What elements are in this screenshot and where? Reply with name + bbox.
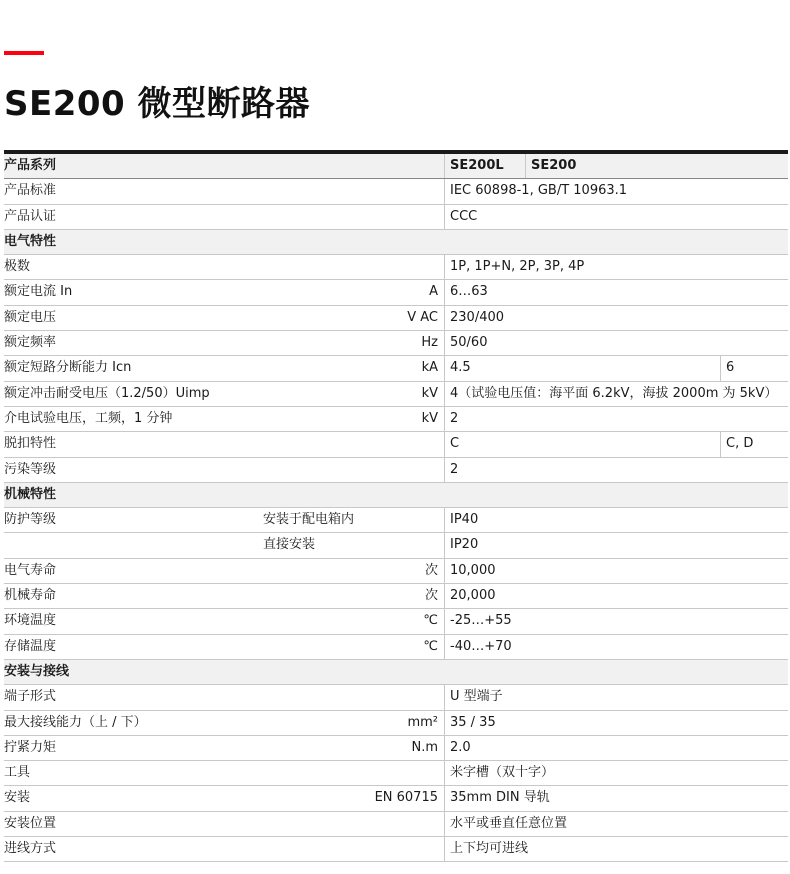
header-col-se200: SE200	[531, 158, 577, 173]
column-divider	[444, 685, 445, 709]
row-value: 4（试验电压值：海平面 6.2kV，海拔 2000m 为 5kV）	[450, 385, 778, 401]
row-unit: A	[429, 284, 438, 300]
row-value: 1P, 1P+N, 2P, 3P, 4P	[450, 259, 585, 275]
row-label: 额定电压	[4, 309, 57, 325]
column-divider	[444, 736, 445, 760]
column-divider	[444, 179, 445, 203]
row-value: IEC 60898-1, GB/T 10963.1	[450, 183, 628, 199]
header-label: 产品系列	[4, 158, 57, 173]
row-label: 电气寿命	[4, 562, 57, 578]
row-label: 污染等级	[4, 461, 57, 477]
table-row	[4, 356, 788, 381]
row-value: 2	[450, 410, 459, 426]
table-row	[4, 812, 788, 837]
row-label: 安装位置	[4, 815, 57, 831]
table-row	[4, 331, 788, 356]
row-value: 2	[450, 461, 459, 477]
column-divider	[444, 533, 445, 557]
row-label: 环境温度	[4, 613, 57, 629]
row-value-alt: 6	[726, 360, 735, 376]
table-row	[4, 711, 788, 736]
row-label: 进线方式	[4, 841, 57, 857]
row-label: 拧紧力矩	[4, 739, 57, 755]
table-row	[4, 306, 788, 331]
row-value: IP40	[450, 512, 479, 528]
column-divider	[444, 356, 445, 380]
column-divider	[444, 205, 445, 229]
row-unit: mm²	[407, 714, 438, 730]
header-col-se200l: SE200L	[450, 158, 504, 173]
row-label: 最大接线能力（上 / 下）	[4, 714, 147, 730]
column-divider	[720, 356, 721, 380]
row-value: 水平或垂直任意位置	[450, 815, 568, 831]
table-row	[4, 382, 788, 407]
table-row	[4, 584, 788, 609]
table-row	[4, 432, 788, 457]
table-row	[4, 508, 788, 533]
table-row	[4, 609, 788, 634]
column-divider	[444, 812, 445, 836]
column-divider	[444, 584, 445, 608]
column-divider	[444, 609, 445, 633]
column-divider	[444, 407, 445, 431]
section-title: 机械特性	[4, 486, 57, 502]
column-divider	[444, 761, 445, 785]
table-row	[4, 635, 788, 660]
table-row	[4, 533, 788, 558]
section-header-row	[4, 483, 788, 508]
table-row	[4, 786, 788, 811]
table-header-row	[4, 154, 788, 179]
row-unit: ℃	[423, 613, 438, 629]
row-label: 额定短路分断能力 Icn	[4, 360, 132, 376]
row-unit: 次	[424, 588, 438, 604]
row-sublabel: 安装于配电箱内	[263, 512, 355, 528]
row-unit: EN 60715	[374, 790, 438, 806]
row-label: 端子形式	[4, 689, 57, 705]
section-header-row	[4, 230, 788, 255]
row-label: 额定频率	[4, 335, 57, 351]
table-row	[4, 458, 788, 483]
row-label: 工具	[4, 765, 31, 781]
row-label: 产品标准	[4, 183, 57, 199]
column-divider	[444, 786, 445, 810]
table-row	[4, 837, 788, 862]
row-label: 防护等级	[4, 512, 57, 528]
accent-bar	[4, 51, 44, 55]
row-unit: 次	[424, 562, 438, 578]
spec-table	[4, 150, 788, 862]
table-row	[4, 407, 788, 432]
row-value: 4.5	[450, 360, 471, 376]
row-value: C	[450, 436, 460, 452]
row-value: IP20	[450, 537, 479, 553]
row-unit: ℃	[423, 638, 438, 654]
column-divider	[720, 432, 721, 456]
table-row	[4, 736, 788, 761]
row-value: 35mm DIN 导轨	[450, 790, 550, 806]
table-row	[4, 255, 788, 280]
row-label: 介电试验电压，工频，1 分钟	[4, 410, 173, 426]
table-row	[4, 179, 788, 204]
row-unit: kV	[421, 385, 438, 401]
row-label: 额定电流 In	[4, 284, 73, 300]
row-unit: Hz	[421, 335, 438, 351]
column-divider	[444, 508, 445, 532]
row-label: 产品认证	[4, 208, 57, 224]
row-label: 安装	[4, 790, 31, 806]
row-value: CCC	[450, 208, 478, 224]
row-value: 35 / 35	[450, 714, 496, 730]
row-value: 米字槽（双十字）	[450, 765, 555, 781]
row-unit: kV	[421, 410, 438, 426]
row-label: 机械寿命	[4, 588, 57, 604]
row-value: 10,000	[450, 562, 496, 578]
table-row	[4, 685, 788, 710]
row-value: 上下均可进线	[450, 841, 529, 857]
row-unit: kA	[421, 360, 438, 376]
row-value: 6…63	[450, 284, 488, 300]
section-title: 安装与接线	[4, 663, 70, 679]
row-value: 20,000	[450, 588, 496, 604]
row-label: 额定冲击耐受电压（1.2/50）Uimp	[4, 385, 210, 401]
column-divider	[444, 458, 445, 482]
row-unit: N.m	[411, 739, 438, 755]
page-title: SE200 微型断路器	[4, 84, 311, 124]
row-value-alt: C, D	[726, 436, 754, 452]
row-value: 230/400	[450, 309, 505, 325]
section-title: 电气特性	[4, 233, 57, 249]
row-unit: V AC	[407, 309, 438, 325]
row-value: 2.0	[450, 739, 471, 755]
column-divider	[444, 154, 445, 178]
column-divider	[444, 711, 445, 735]
column-divider	[444, 382, 445, 406]
column-divider	[444, 306, 445, 330]
column-divider	[444, 837, 445, 861]
section-header-row	[4, 660, 788, 685]
table-row	[4, 559, 788, 584]
row-value: -25…+55	[450, 613, 512, 629]
column-divider	[444, 432, 445, 456]
row-value: 50/60	[450, 335, 488, 351]
row-sublabel: 直接安装	[263, 537, 316, 553]
column-divider	[444, 331, 445, 355]
table-row	[4, 280, 788, 305]
column-divider	[444, 280, 445, 304]
row-value: -40…+70	[450, 638, 512, 654]
row-label: 脱扣特性	[4, 436, 57, 452]
row-label: 存储温度	[4, 638, 57, 654]
table-row	[4, 205, 788, 230]
column-divider	[444, 559, 445, 583]
column-divider	[444, 255, 445, 279]
column-divider	[525, 154, 526, 178]
column-divider	[444, 635, 445, 659]
table-row	[4, 761, 788, 786]
row-value: U 型端子	[450, 689, 503, 705]
row-label: 极数	[4, 259, 31, 275]
